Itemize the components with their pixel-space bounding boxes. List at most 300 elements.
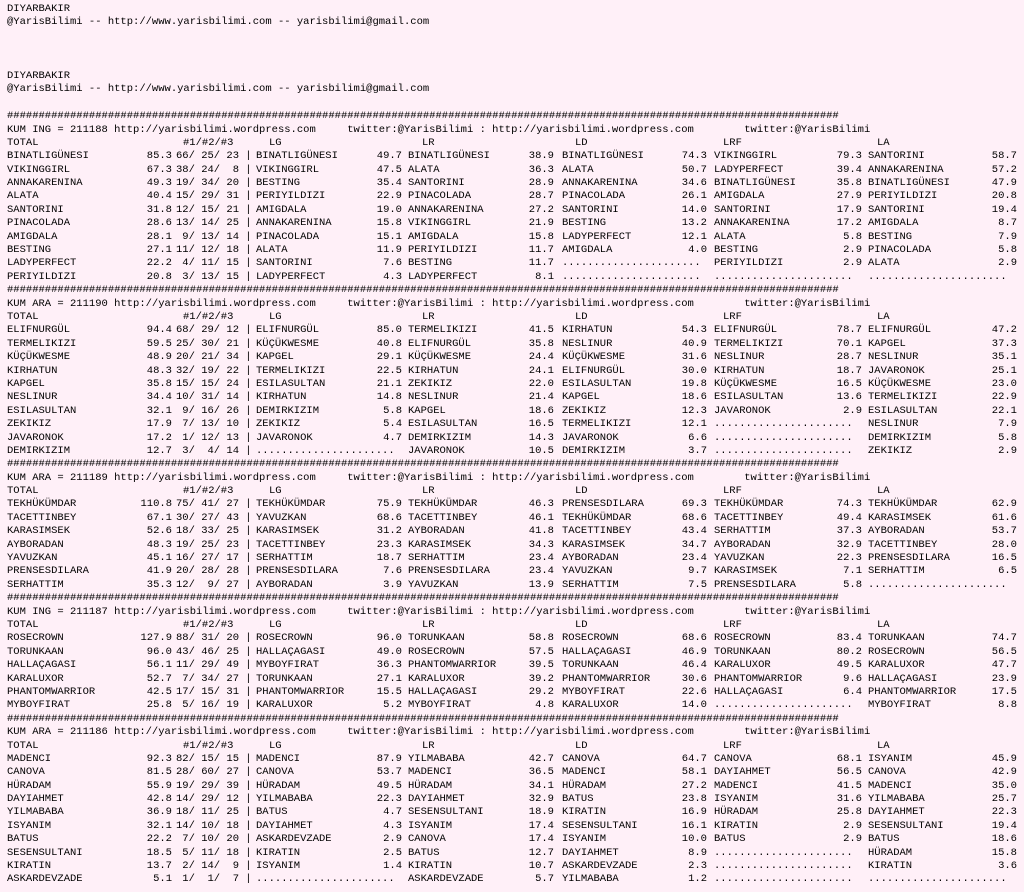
lg-value: 53.7: [376, 766, 402, 779]
lr-name: TACETTINBEY: [408, 511, 478, 524]
lrf-name: ......................: [714, 860, 853, 873]
lr-name: ASKARDEVZADE: [408, 873, 484, 886]
section-info-line: KUM ING = 211187 http://yarisbilimi.wordpress.com twitter:@YarisBilimi : http://yarisbilimi.wordpress.com twitter:@YarisBilimi: [7, 605, 871, 618]
lg-name: ......................: [256, 873, 395, 886]
ld-name: BATUS: [562, 793, 594, 806]
lrf-name: YAVUZKAN: [714, 552, 765, 565]
lr-value: 14.3: [528, 431, 554, 444]
total-score: 35.3: [146, 578, 172, 591]
place-counts: 7/ 13/ 10 |: [176, 418, 252, 431]
horse-name: KARASIMSEK: [7, 525, 71, 538]
lrf-name: ......................: [714, 444, 853, 457]
la-name: AYBORADAN: [868, 525, 925, 538]
lrf-value: 83.4: [836, 632, 862, 645]
horse-name: NESLINUR: [7, 391, 58, 404]
table-row: [7, 391, 1024, 404]
col-lg: LG: [269, 739, 282, 752]
lg-name: TEKHÜKÜMDAR: [256, 498, 326, 511]
ld-name: BESTING: [562, 217, 607, 230]
lrf-name: ......................: [714, 846, 853, 859]
la-value: 2.9: [998, 444, 1017, 457]
lrf-name: ANNAKARENINA: [714, 217, 790, 230]
lg-value: 19.0: [376, 203, 402, 216]
ld-name: ......................: [562, 257, 701, 270]
table-row: [7, 378, 1024, 391]
ld-name: KARASIMSEK: [562, 538, 626, 551]
ld-value: 23.8: [681, 793, 707, 806]
lrf-name: KÜÇÜKWESME: [714, 377, 778, 390]
lr-value: 8.1: [535, 270, 554, 283]
horse-name: PINACOLADA: [7, 217, 71, 230]
col-lrf: LRF: [723, 739, 742, 752]
lr-name: ALATA: [408, 163, 440, 176]
la-name: CANOVA: [868, 766, 906, 779]
ld-value: 43.4: [681, 525, 707, 538]
total-score: 36.9: [146, 806, 172, 819]
horse-name: AMIGDALA: [7, 230, 58, 243]
ld-name: NESLINUR: [562, 337, 613, 350]
lrf-name: ......................: [714, 431, 853, 444]
place-counts: 10/ 31/ 14 |: [176, 391, 252, 404]
lr-name: KÜÇÜKWESME: [408, 351, 472, 364]
ld-name: LADYPERFECT: [562, 230, 632, 243]
total-score: 42.5: [146, 685, 172, 698]
lg-name: HALLAÇAGASI: [256, 645, 326, 658]
table-row: [7, 552, 1024, 565]
lr-value: 11.7: [528, 244, 554, 257]
horse-name: ASKARDEVZADE: [7, 873, 83, 886]
lg-name: PERIYILDIZI: [256, 190, 326, 203]
col-total: TOTAL: [7, 311, 39, 323]
table-row: [7, 646, 1024, 659]
lg-name: ROSECROWN: [256, 632, 313, 645]
section-info-line: KUM ING = 211188 http://yarisbilimi.wordpress.com twitter:@YarisBilimi : http://yarisbilimi.wordpress.com twitter:@YarisBilimi: [7, 123, 871, 136]
total-score: 18.5: [146, 846, 172, 859]
lg-value: 23.3: [376, 538, 402, 551]
lr-name: PHANTOMWARRIOR: [408, 659, 497, 672]
section-separator: ####################################################################################################################################: [7, 458, 839, 471]
horse-name: JAVARONOK: [7, 431, 64, 444]
lg-value: 18.7: [376, 552, 402, 565]
lg-name: DEMIRKIZIM: [256, 404, 320, 417]
col-lrf: LRF: [723, 311, 742, 323]
lrf-name: JAVARONOK: [714, 404, 771, 417]
total-score: 45.1: [146, 552, 172, 565]
horse-name: AYBORADAN: [7, 538, 64, 551]
lrf-value: 31.6: [836, 793, 862, 806]
ld-name: YAVUZKAN: [562, 565, 613, 578]
total-score: 27.1: [146, 244, 172, 257]
lrf-value: 9.6: [843, 672, 862, 685]
la-value: 47.2: [991, 324, 1017, 337]
table-row: [7, 150, 1024, 163]
table-row: [7, 525, 1024, 538]
lg-value: 11.9: [376, 244, 402, 257]
lg-name: TORUNKAAN: [256, 672, 313, 685]
lrf-value: 32.9: [836, 538, 862, 551]
col-ld: LD: [575, 618, 588, 631]
lr-name: ZEKIKIZ: [408, 377, 453, 390]
lrf-name: TEKHÜKÜMDAR: [714, 498, 784, 511]
place-counts: 19/ 34/ 20 |: [176, 177, 252, 190]
total-score: 49.3: [146, 177, 172, 190]
lg-name: BINATLIGÜNESI: [256, 150, 338, 163]
table-row: [7, 324, 1024, 337]
total-score: 42.8: [146, 793, 172, 806]
horse-name: BATUS: [7, 833, 39, 846]
lrf-value: 80.2: [836, 645, 862, 658]
place-counts: 20/ 21/ 34 |: [176, 351, 252, 364]
lr-value: 4.8: [535, 699, 554, 712]
la-name: DAYIAHMET: [868, 806, 925, 819]
col-total: TOTAL: [7, 485, 39, 498]
la-name: ......................: [868, 270, 1007, 283]
la-name: PRENSESDILARA: [868, 552, 950, 565]
lg-value: 47.5: [376, 163, 402, 176]
total-score: 85.3: [146, 150, 172, 163]
lg-value: 68.6: [376, 511, 402, 524]
table-row: [7, 847, 1024, 860]
lr-value: 24.4: [528, 351, 554, 364]
lg-name: YAVUZKAN: [256, 511, 307, 524]
column-header-row: [7, 137, 1024, 150]
lrf-name: ......................: [714, 699, 853, 712]
total-score: 25.8: [146, 699, 172, 712]
lr-value: 41.5: [528, 324, 554, 337]
total-score: 94.4: [146, 324, 172, 337]
ld-name: AMIGDALA: [562, 244, 613, 257]
horse-name: ANNAKARENINA: [7, 177, 83, 190]
place-counts: 18/ 11/ 25 |: [176, 806, 252, 819]
total-score: 28.1: [146, 230, 172, 243]
lg-value: 36.3: [376, 659, 402, 672]
lr-value: 34.3: [528, 538, 554, 551]
la-value: 42.9: [991, 766, 1017, 779]
horse-name: SERHATTIM: [7, 578, 64, 591]
lg-name: VIKINGGIRL: [256, 163, 320, 176]
lr-value: 38.9: [528, 150, 554, 163]
lg-name: ZEKIKIZ: [256, 418, 301, 431]
lrf-name: BESTING: [714, 244, 759, 257]
lg-name: SERHATTIM: [256, 552, 313, 565]
col-lr: LR: [422, 311, 435, 323]
table-row: [7, 579, 1024, 592]
la-value: 18.6: [991, 833, 1017, 846]
header-contact-line: @YarisBilimi -- http://www.yarisbilimi.com -- yarisbilimi@gmail.com: [7, 16, 430, 29]
lg-value: 31.2: [376, 525, 402, 538]
la-name: SANTORINI: [868, 150, 925, 163]
ld-name: HALLAÇAGASI: [562, 645, 632, 658]
la-value: 8.7: [998, 217, 1017, 230]
la-value: 57.2: [991, 163, 1017, 176]
ld-value: 7.5: [688, 578, 707, 591]
ld-value: 64.7: [681, 752, 707, 765]
lg-name: ......................: [256, 444, 395, 457]
lg-name: TERMELIKIZI: [256, 364, 326, 377]
place-counts: 66/ 25/ 23 |: [176, 150, 252, 163]
la-name: AMIGDALA: [868, 217, 919, 230]
lg-value: 75.9: [376, 498, 402, 511]
la-value: 61.6: [991, 511, 1017, 524]
lr-name: LADYPERFECT: [408, 270, 478, 283]
ld-value: 8.9: [688, 846, 707, 859]
ld-value: 1.2: [688, 873, 707, 886]
col-places: #1/#2/#3: [183, 311, 234, 323]
ld-name: YILMABABA: [562, 873, 619, 886]
lr-value: 34.1: [528, 779, 554, 792]
place-counts: 75/ 41/ 27 |: [176, 498, 252, 511]
la-value: 3.6: [998, 860, 1017, 873]
lg-value: 49.0: [376, 645, 402, 658]
lrf-name: LADYPERFECT: [714, 163, 784, 176]
ld-name: ASKARDEVZADE: [562, 860, 638, 873]
total-score: 110.8: [140, 498, 172, 511]
ld-name: ......................: [562, 270, 701, 283]
la-name: ANNAKARENINA: [868, 163, 944, 176]
header-title: DIYARBAKIR: [7, 69, 71, 82]
lr-value: 16.5: [528, 418, 554, 431]
col-lg: LG: [269, 136, 282, 149]
ld-value: 68.6: [681, 632, 707, 645]
horse-name: MADENCI: [7, 752, 52, 765]
lr-name: PERIYILDIZI: [408, 244, 478, 257]
section-info-line: KUM ARA = 211189 http://yarisbilimi.wordpress.com twitter:@YarisBilimi : http://yarisbilimi.wordpress.com twitter:@YarisBilimi: [7, 471, 871, 484]
ld-value: 68.6: [681, 511, 707, 524]
lr-name: SERHATTIM: [408, 552, 465, 565]
table-row: [7, 405, 1024, 418]
total-score: 55.9: [146, 779, 172, 792]
total-score: 92.3: [146, 752, 172, 765]
lg-value: 14.8: [376, 391, 402, 404]
table-row: [7, 498, 1024, 511]
lg-value: 5.8: [383, 404, 402, 417]
col-places: #1/#2/#3: [183, 485, 234, 498]
lg-name: PHANTOMWARRIOR: [256, 685, 345, 698]
lg-name: HÜRADAM: [256, 779, 301, 792]
place-counts: 19/ 25/ 23 |: [176, 538, 252, 551]
la-name: NESLINUR: [868, 351, 919, 364]
place-counts: 11/ 12/ 18 |: [176, 244, 252, 257]
total-score: 48.3: [146, 538, 172, 551]
section-separator: ####################################################################################################################################: [7, 712, 839, 725]
total-score: 96.0: [146, 645, 172, 658]
la-name: SESENSULTANI: [868, 819, 944, 832]
ld-value: 12.1: [681, 230, 707, 243]
lr-value: 35.8: [528, 337, 554, 350]
lrf-value: 28.7: [836, 351, 862, 364]
lg-value: 2.9: [383, 833, 402, 846]
col-total: TOTAL: [7, 618, 39, 631]
lr-name: JAVARONOK: [408, 444, 465, 457]
place-counts: 43/ 46/ 25 |: [176, 645, 252, 658]
col-places: #1/#2/#3: [183, 618, 234, 631]
total-score: 32.1: [146, 404, 172, 417]
col-total: TOTAL: [7, 739, 39, 752]
lg-value: 15.5: [376, 685, 402, 698]
ld-name: AYBORADAN: [562, 552, 619, 565]
col-lg: LG: [269, 485, 282, 498]
lrf-value: 56.5: [836, 766, 862, 779]
ld-value: 34.7: [681, 538, 707, 551]
ld-value: 58.1: [681, 766, 707, 779]
table-row: [7, 539, 1024, 552]
lrf-value: 13.6: [836, 391, 862, 404]
section-info-line: KUM ARA = 211190 http://yarisbilimi.wordpress.com twitter:@YarisBilimi : http://yarisbilimi.wordpress.com twitter:@YarisBilimi: [7, 297, 871, 310]
horse-name: TERMELIKIZI: [7, 337, 77, 350]
lrf-name: KIRHATUN: [714, 364, 765, 377]
la-name: KAPGEL: [868, 337, 906, 350]
ld-value: 12.1: [681, 418, 707, 431]
horse-name: TORUNKAAN: [7, 645, 64, 658]
horse-name: KIRHATUN: [7, 364, 58, 377]
place-counts: 17/ 15/ 31 |: [176, 685, 252, 698]
horse-name: YILMABABA: [7, 806, 64, 819]
place-counts: 12/ 15/ 21 |: [176, 203, 252, 216]
lr-name: KARALUXOR: [408, 672, 465, 685]
lg-value: 27.1: [376, 672, 402, 685]
la-value: 74.7: [991, 632, 1017, 645]
col-lg: LG: [269, 618, 282, 631]
la-value: 22.1: [991, 404, 1017, 417]
table-row: [7, 432, 1024, 445]
total-score: 81.5: [146, 766, 172, 779]
place-counts: 14/ 10/ 18 |: [176, 819, 252, 832]
la-name: NESLINUR: [868, 418, 919, 431]
ld-name: BINATLIGÜNESI: [562, 150, 644, 163]
lr-value: 17.4: [528, 833, 554, 846]
table-row: [7, 445, 1024, 458]
lr-name: NESLINUR: [408, 391, 459, 404]
ld-name: ROSECROWN: [562, 632, 619, 645]
la-name: ALATA: [868, 257, 900, 270]
horse-name: ZEKIKIZ: [7, 418, 52, 431]
ld-name: TACETTINBEY: [562, 525, 632, 538]
lr-value: 22.0: [528, 377, 554, 390]
lr-name: AYBORADAN: [408, 525, 465, 538]
lr-name: CANOVA: [408, 833, 446, 846]
ld-name: PHANTOMWARRIOR: [562, 672, 651, 685]
lg-name: MYBOYFIRAT: [256, 659, 320, 672]
lg-value: 7.6: [383, 565, 402, 578]
lr-name: VIKINGGIRL: [408, 217, 472, 230]
lg-name: LADYPERFECT: [256, 270, 326, 283]
lg-value: 21.1: [376, 377, 402, 390]
ld-value: 50.7: [681, 163, 707, 176]
total-score: 34.4: [146, 391, 172, 404]
lrf-name: ALATA: [714, 230, 746, 243]
ld-value: 6.6: [688, 431, 707, 444]
lr-name: TEKHÜKÜMDAR: [408, 498, 478, 511]
total-score: 48.3: [146, 364, 172, 377]
place-counts: 16/ 27/ 17 |: [176, 552, 252, 565]
lg-value: 7.6: [383, 257, 402, 270]
horse-name: HÜRADAM: [7, 779, 52, 792]
lg-value: 85.0: [376, 324, 402, 337]
section-info-line: KUM ARA = 211186 http://yarisbilimi.wordpress.com twitter:@YarisBilimi : http://yarisbilimi.wordpress.com twitter:@YarisBilimi: [7, 726, 871, 739]
col-places: #1/#2/#3: [183, 136, 234, 149]
lr-value: 28.7: [528, 190, 554, 203]
lr-value: 13.9: [528, 578, 554, 591]
table-row: [7, 512, 1024, 525]
lg-name: SANTORINI: [256, 257, 313, 270]
ld-value: 2.3: [688, 860, 707, 873]
ld-name: HÜRADAM: [562, 779, 607, 792]
total-score: 22.2: [146, 833, 172, 846]
lr-name: PRENSESDILARA: [408, 565, 490, 578]
lg-value: 49.7: [376, 150, 402, 163]
section-separator: ####################################################################################################################################: [7, 284, 839, 297]
ld-value: 4.0: [688, 244, 707, 257]
la-value: 17.5: [991, 685, 1017, 698]
lg-value: 4.3: [383, 270, 402, 283]
lr-name: YAVUZKAN: [408, 578, 459, 591]
table-row: [7, 780, 1024, 793]
la-name: JAVARONOK: [868, 364, 925, 377]
la-value: 35.1: [991, 351, 1017, 364]
horse-name: ALATA: [7, 190, 39, 203]
horse-name: KARALUXOR: [7, 672, 64, 685]
lrf-value: 68.1: [836, 752, 862, 765]
la-value: 45.9: [991, 752, 1017, 765]
lr-value: 15.8: [528, 230, 554, 243]
lg-value: 5.4: [383, 418, 402, 431]
la-value: 5.8: [998, 244, 1017, 257]
col-ld: LD: [575, 311, 588, 323]
lrf-name: ......................: [714, 418, 853, 431]
total-score: 52.7: [146, 672, 172, 685]
place-counts: 88/ 31/ 20 |: [176, 632, 252, 645]
lr-name: MADENCI: [408, 766, 453, 779]
table-row: [7, 833, 1024, 846]
ld-value: 30.6: [681, 672, 707, 685]
lrf-value: 74.3: [836, 498, 862, 511]
place-counts: 15/ 15/ 24 |: [176, 377, 252, 390]
ld-value: 3.7: [688, 444, 707, 457]
ld-name: KIRATIN: [562, 806, 607, 819]
lg-value: 1.4: [383, 860, 402, 873]
lr-value: 29.2: [528, 685, 554, 698]
section-separator: ####################################################################################################################################: [7, 110, 839, 123]
total-score: 35.8: [146, 377, 172, 390]
lrf-name: BINATLIGÜNESI: [714, 177, 796, 190]
horse-name: PRENSESDILARA: [7, 565, 89, 578]
ld-value: 13.2: [681, 217, 707, 230]
total-score: 17.2: [146, 431, 172, 444]
lr-name: AMIGDALA: [408, 230, 459, 243]
lg-value: 3.9: [383, 578, 402, 591]
table-row: [7, 418, 1024, 431]
la-value: 2.9: [998, 257, 1017, 270]
total-score: 13.7: [146, 860, 172, 873]
lrf-value: 6.4: [843, 685, 862, 698]
total-score: 41.9: [146, 565, 172, 578]
place-counts: 5/ 11/ 18 |: [176, 846, 252, 859]
table-row: [7, 271, 1024, 284]
lrf-name: SANTORINI: [714, 203, 771, 216]
table-row: [7, 351, 1024, 364]
lg-name: PINACOLADA: [256, 230, 320, 243]
lrf-value: 35.8: [836, 177, 862, 190]
lg-name: ASKARDEVZADE: [256, 833, 332, 846]
place-counts: 12/ 9/ 27 |: [176, 578, 252, 591]
total-score: 52.6: [146, 525, 172, 538]
lr-name: SESENSULTANI: [408, 806, 484, 819]
lg-value: 49.5: [376, 779, 402, 792]
place-counts: 11/ 29/ 49 |: [176, 659, 252, 672]
table-row: [7, 806, 1024, 819]
la-value: 23.0: [991, 377, 1017, 390]
lg-value: 96.0: [376, 632, 402, 645]
